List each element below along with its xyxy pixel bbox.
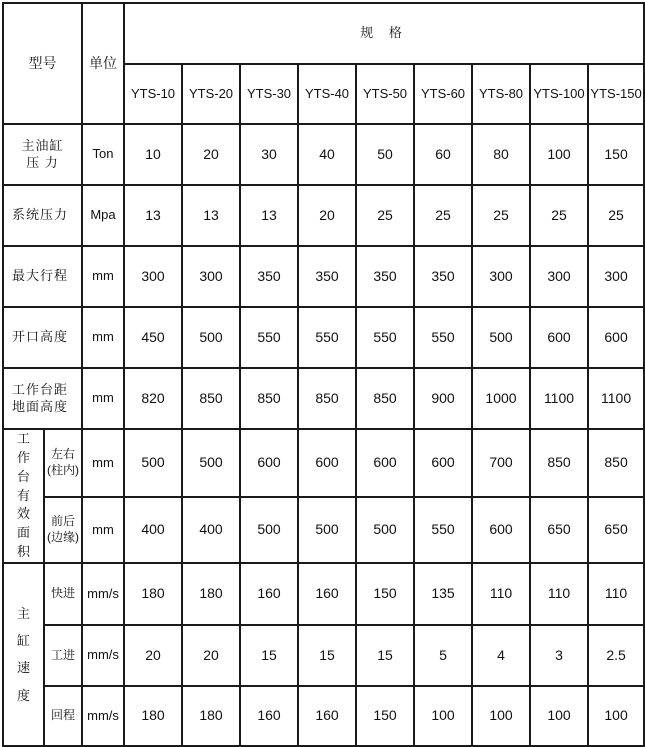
unit-header: 单位 (89, 54, 117, 71)
value-cell: 500 (124, 429, 182, 497)
table-row (3, 563, 644, 625)
value-cell: 600 (414, 429, 472, 497)
model-cell: YTS-50 (356, 64, 414, 124)
spec-header: 规 格 (360, 25, 408, 41)
value-cell: 25 (530, 185, 588, 246)
value-cell: 450 (124, 307, 182, 368)
unit-cell: mm (82, 368, 124, 429)
value-cell: 820 (124, 368, 182, 429)
value-cell: 20 (298, 185, 356, 246)
spec-table (2, 2, 645, 747)
value-cell: 30 (240, 124, 298, 185)
sub-label-return: 回程 (44, 686, 82, 746)
value-cell: 100 (530, 124, 588, 185)
value-cell: 350 (414, 246, 472, 307)
value-cell: 600 (530, 307, 588, 368)
value-cell: 180 (124, 563, 182, 625)
value-cell: 400 (182, 497, 240, 563)
value-cell: 850 (298, 368, 356, 429)
value-cell: 300 (530, 246, 588, 307)
value-cell: 5 (414, 625, 472, 686)
value-cell: 160 (298, 686, 356, 746)
value-cell: 850 (240, 368, 298, 429)
value-cell: 150 (588, 124, 644, 185)
value-cell: 150 (356, 563, 414, 625)
model-cell: YTS-60 (414, 64, 472, 124)
sub-label-line: 前后 (50, 514, 75, 529)
value-cell: 100 (588, 686, 644, 746)
table-row (3, 124, 644, 185)
value-cell: 160 (240, 563, 298, 625)
value-cell: 350 (356, 246, 414, 307)
row-label-line: 地面高度 (12, 398, 69, 414)
value-cell: 110 (588, 563, 644, 625)
value-cell: 110 (472, 563, 530, 625)
value-cell: 500 (298, 497, 356, 563)
value-cell: 25 (472, 185, 530, 246)
value-cell: 300 (588, 246, 644, 307)
unit-cell: mm/s (82, 625, 124, 686)
model-cell: YTS-100 (530, 64, 588, 124)
unit-cell: mm (82, 246, 124, 307)
value-cell: 700 (472, 429, 530, 497)
value-cell: 1100 (588, 368, 644, 429)
table-row (3, 246, 644, 307)
unit-cell: Mpa (82, 185, 124, 246)
group-label-text: 主缸速度 (16, 605, 30, 703)
value-cell: 160 (240, 686, 298, 746)
value-cell: 10 (124, 124, 182, 185)
table-row (3, 625, 644, 686)
value-cell: 15 (298, 625, 356, 686)
value-cell: 135 (414, 563, 472, 625)
value-cell: 300 (472, 246, 530, 307)
value-cell: 110 (530, 563, 588, 625)
value-cell: 2.5 (588, 625, 644, 686)
unit-cell: mm/s (82, 563, 124, 625)
value-cell: 13 (124, 185, 182, 246)
value-cell: 500 (240, 497, 298, 563)
unit-header-cell (82, 3, 124, 124)
group-label-main-cyl-speed (3, 563, 44, 746)
value-cell: 550 (356, 307, 414, 368)
value-cell: 20 (182, 124, 240, 185)
unit-cell: Ton (82, 124, 124, 185)
unit-cell: mm/s (82, 686, 124, 746)
value-cell: 1100 (530, 368, 588, 429)
value-cell: 550 (240, 307, 298, 368)
value-cell: 400 (124, 497, 182, 563)
row-label-line: 压 力 (26, 154, 59, 170)
value-cell: 3 (530, 625, 588, 686)
row-label-system-pressure: 系统压力 (3, 185, 82, 246)
table-row (3, 307, 644, 368)
sub-label-line: (边缘) (47, 529, 79, 544)
value-cell: 600 (240, 429, 298, 497)
group-label-text: 工作台有效面积 (16, 431, 30, 560)
value-cell: 500 (182, 307, 240, 368)
row-label-max-stroke: 最大行程 (3, 246, 82, 307)
row-label-opening-height: 开口高度 (3, 307, 82, 368)
value-cell: 25 (588, 185, 644, 246)
value-cell: 40 (298, 124, 356, 185)
value-cell: 600 (588, 307, 644, 368)
row-label-main-cyl-pressure (3, 124, 82, 185)
model-cell: YTS-20 (182, 64, 240, 124)
value-cell: 850 (182, 368, 240, 429)
value-cell: 850 (356, 368, 414, 429)
value-cell: 850 (588, 429, 644, 497)
value-cell: 13 (240, 185, 298, 246)
unit-cell: mm (82, 307, 124, 368)
value-cell: 15 (240, 625, 298, 686)
value-cell: 300 (124, 246, 182, 307)
value-cell: 600 (472, 497, 530, 563)
value-cell: 600 (298, 429, 356, 497)
value-cell: 600 (356, 429, 414, 497)
value-cell: 300 (182, 246, 240, 307)
value-cell: 25 (414, 185, 472, 246)
sub-label-lr (44, 429, 82, 497)
value-cell: 60 (414, 124, 472, 185)
spec-header-cell (124, 3, 644, 64)
table-row (3, 686, 644, 746)
model-cell: YTS-40 (298, 64, 356, 124)
value-cell: 900 (414, 368, 472, 429)
value-cell: 650 (530, 497, 588, 563)
sub-label-line: (柱内) (47, 462, 79, 477)
value-cell: 180 (182, 686, 240, 746)
value-cell: 15 (356, 625, 414, 686)
unit-cell: mm (82, 497, 124, 563)
model-cell: YTS-150 (588, 64, 644, 124)
value-cell: 180 (124, 686, 182, 746)
value-cell: 13 (182, 185, 240, 246)
value-cell: 550 (298, 307, 356, 368)
model-header: 型号 (28, 54, 57, 71)
model-header-cell (3, 3, 82, 124)
model-cell: YTS-80 (472, 64, 530, 124)
value-cell: 80 (472, 124, 530, 185)
value-cell: 100 (414, 686, 472, 746)
value-cell: 1000 (472, 368, 530, 429)
value-cell: 100 (530, 686, 588, 746)
value-cell: 550 (414, 497, 472, 563)
value-cell: 500 (472, 307, 530, 368)
value-cell: 550 (414, 307, 472, 368)
value-cell: 350 (240, 246, 298, 307)
row-label-line: 主油缸 (21, 138, 64, 154)
value-cell: 25 (356, 185, 414, 246)
table-row (3, 185, 644, 246)
value-cell: 4 (472, 625, 530, 686)
sub-label-line: 左右 (50, 447, 75, 462)
value-cell: 350 (298, 246, 356, 307)
sub-label-fb (44, 497, 82, 563)
value-cell: 180 (182, 563, 240, 625)
row-label-table-height (3, 368, 82, 429)
value-cell: 50 (356, 124, 414, 185)
row-label-line: 工作台距 (12, 382, 69, 398)
table-row (3, 429, 644, 497)
value-cell: 500 (356, 497, 414, 563)
value-cell: 100 (472, 686, 530, 746)
value-cell: 160 (298, 563, 356, 625)
table-row (3, 497, 644, 563)
unit-cell: mm (82, 429, 124, 497)
value-cell: 20 (182, 625, 240, 686)
value-cell: 20 (124, 625, 182, 686)
value-cell: 650 (588, 497, 644, 563)
table-row (3, 368, 644, 429)
value-cell: 150 (356, 686, 414, 746)
sub-label-fast: 快进 (44, 563, 82, 625)
group-label-effective-area (3, 429, 44, 563)
value-cell: 850 (530, 429, 588, 497)
value-cell: 500 (182, 429, 240, 497)
sub-label-work: 工进 (44, 625, 82, 686)
model-cell: YTS-30 (240, 64, 298, 124)
model-cell: YTS-10 (124, 64, 182, 124)
